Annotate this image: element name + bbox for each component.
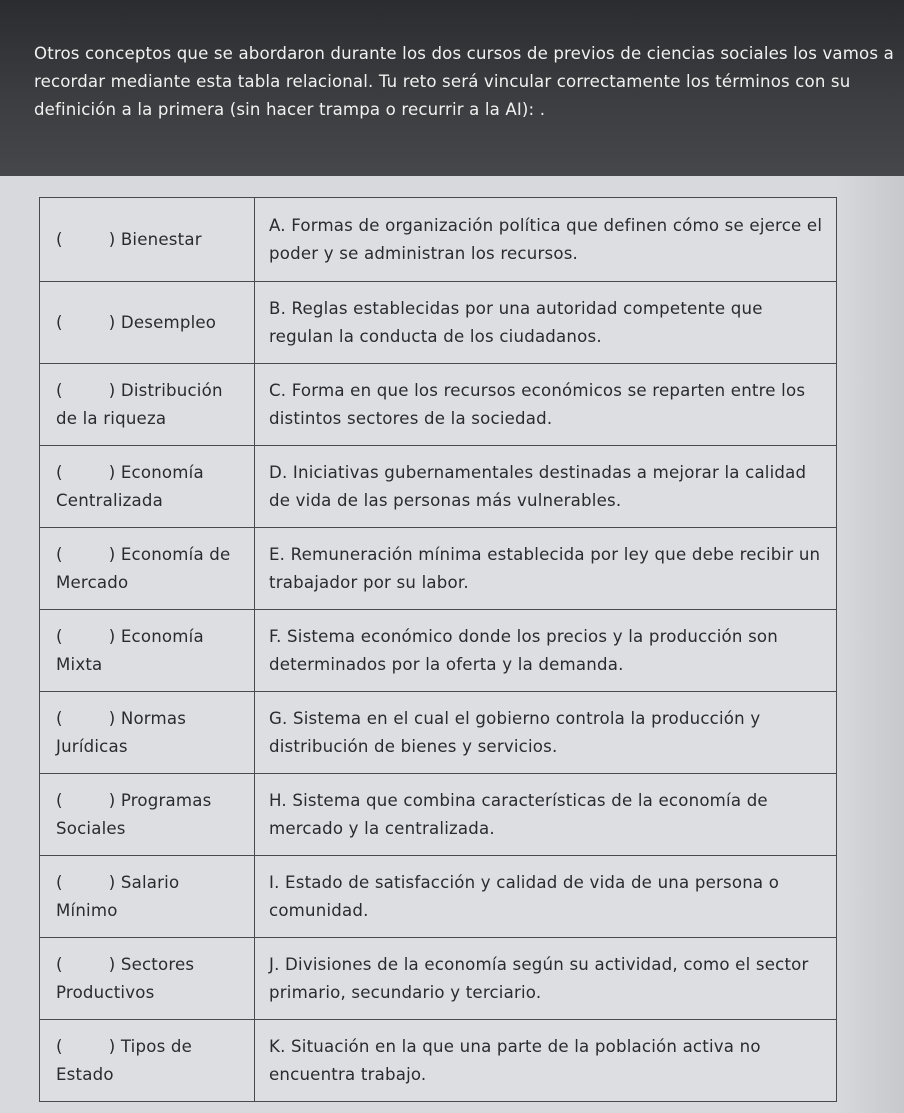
term-cell: ( ) Economía Mixta — [40, 610, 255, 692]
answer-blank[interactable] — [63, 459, 109, 487]
instructions-text: Otros conceptos que se abordaron durante los dos cursos de previos de ciencias sociales los vamos a recordar mediante esta tabla relacional. Tu reto será vincular correctamente los términos con su definición a la primera (sin hacer trampa o recurrir a la AI): . — [34, 44, 894, 119]
table-row — [40, 938, 837, 1020]
answer-blank[interactable] — [63, 869, 109, 897]
answer-blank[interactable] — [63, 226, 109, 254]
answer-blank[interactable] — [63, 623, 109, 651]
term-label: Economía de Mercado — [56, 544, 231, 592]
term-cell: ( ) Economía Centralizada — [40, 446, 255, 528]
table-row — [40, 774, 837, 856]
term-cell: ( ) Sectores Productivos — [40, 938, 255, 1020]
definition-cell: H. Sistema que combina características de la economía de mercado y la centralizada. — [255, 774, 837, 856]
term-label: Economía Centralizada — [56, 462, 204, 510]
definition-cell: F. Sistema económico donde los precios y la producción son determinados por la oferta y la demanda. — [255, 610, 837, 692]
table-row — [40, 610, 837, 692]
definition-cell: B. Reglas establecidas por una autoridad competente que regulan la conducta de los ciudadanos. — [255, 282, 837, 364]
definition-cell: J. Divisiones de la economía según su actividad, como el sector primario, secundario y terciario. — [255, 938, 837, 1020]
definition-cell: C. Forma en que los recursos económicos se reparten entre los distintos sectores de la sociedad. — [255, 364, 837, 446]
definition-cell: I. Estado de satisfacción y calidad de vida de una persona o comunidad. — [255, 856, 837, 938]
term-label: Desempleo — [120, 312, 217, 332]
definition-cell: G. Sistema en el cual el gobierno controla la producción y distribución de bienes y servicios. — [255, 692, 837, 774]
term-cell: ( ) Salario Mínimo — [40, 856, 255, 938]
table-row — [40, 856, 837, 938]
term-cell: ( ) Bienestar — [40, 198, 255, 282]
definition-cell: D. Iniciativas gubernamentales destinadas a mejorar la calidad de vida de las personas más vulnerables. — [255, 446, 837, 528]
table-row — [40, 528, 837, 610]
term-label: Bienestar — [120, 229, 202, 249]
answer-blank[interactable] — [63, 377, 109, 405]
table-row — [40, 692, 837, 774]
term-label: Distribución de la riqueza — [56, 380, 223, 428]
term-label: Salario Mínimo — [56, 872, 180, 920]
table-row — [40, 282, 837, 364]
definition-cell: A. Formas de organización política que definen cómo se ejerce el poder y se administran los recursos. — [255, 198, 837, 282]
answer-blank[interactable] — [63, 951, 109, 979]
term-label: Economía Mixta — [56, 626, 204, 674]
answer-blank[interactable] — [63, 309, 109, 337]
answer-blank[interactable] — [63, 787, 109, 815]
term-label: Tipos de Estado — [56, 1036, 193, 1084]
answer-blank[interactable] — [63, 705, 109, 733]
table-row — [40, 198, 837, 282]
page-shadow — [834, 176, 904, 1113]
term-cell: ( ) Programas Sociales — [40, 774, 255, 856]
term-cell: ( ) Tipos de Estado — [40, 1020, 255, 1102]
answer-blank[interactable] — [63, 541, 109, 569]
definition-cell: E. Remuneración mínima establecida por ley que debe recibir un trabajador por su labor. — [255, 528, 837, 610]
term-label: Programas Sociales — [56, 790, 212, 838]
table-row — [40, 446, 837, 528]
term-cell: ( ) Distribución de la riqueza — [40, 364, 255, 446]
table-row — [40, 364, 837, 446]
matching-table — [39, 197, 837, 1102]
term-cell: ( ) Normas Jurídicas — [40, 692, 255, 774]
term-cell: ( ) Desempleo — [40, 282, 255, 364]
term-cell: ( ) Economía de Mercado — [40, 528, 255, 610]
table-row — [40, 1020, 837, 1102]
term-label: Sectores Productivos — [56, 954, 195, 1002]
definition-cell: K. Situación en la que una parte de la población activa no encuentra trabajo. — [255, 1020, 837, 1102]
term-label: Normas Jurídicas — [56, 708, 187, 756]
answer-blank[interactable] — [63, 1033, 109, 1061]
